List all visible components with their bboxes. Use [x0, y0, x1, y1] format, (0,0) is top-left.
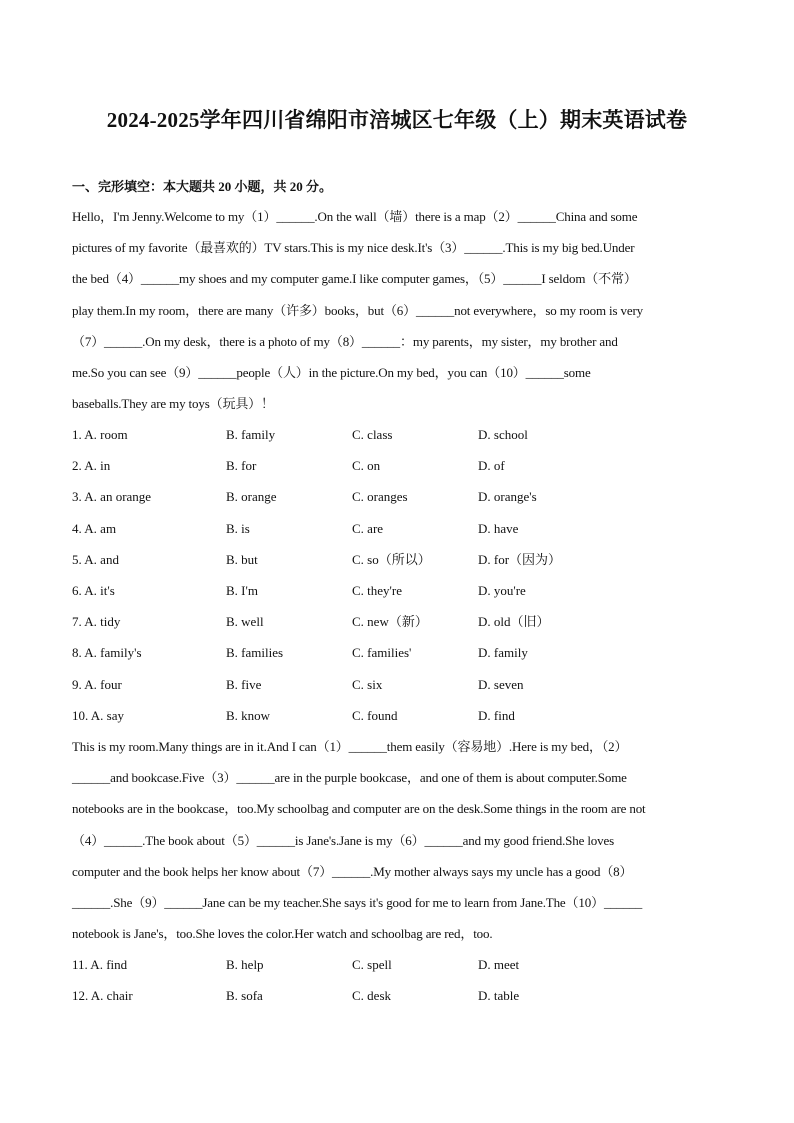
option-b: B. orange — [226, 489, 277, 505]
option-b: B. sofa — [226, 988, 263, 1004]
option-a: 9. A. four — [72, 676, 122, 692]
option-a: 11. A. find — [72, 957, 128, 972]
option-c: C. are — [352, 520, 384, 536]
passage-line: ______.She（9）______Jane can be my teacher.She says it's good for me to learn from Jane.The（10）______ — [72, 895, 643, 911]
option-a: 10. A. say — [72, 707, 124, 723]
passage-line: me.So you can see（9）______people（人）in the picture.On my bed，you can（10）______some — [72, 365, 591, 381]
option-d: D. you're — [478, 582, 526, 598]
option-d: D. of — [478, 458, 505, 474]
option-c: C. families' — [352, 645, 412, 661]
passage-line: Hello，I'm Jenny.Welcome to my（1）______.On the wall（墙）there is a map（2）______China and some — [72, 209, 638, 224]
option-a: 12. A. chair — [72, 988, 133, 1004]
option-b: B. family — [226, 427, 276, 442]
option-c: C. so（所以） — [352, 551, 431, 567]
option-d: D. have — [478, 520, 519, 536]
option-b: B. five — [226, 676, 262, 692]
option-d: D. seven — [478, 676, 524, 692]
exam-title: 2024-2025学年四川省绵阳市涪城区七年级（上）期末英语试卷 — [106, 108, 688, 132]
passage-line: pictures of my favorite（最喜欢的）TV stars.This is my nice desk.It's（3）______.This is my big bed.Under — [72, 240, 635, 256]
option-a: 8. A. family's — [72, 645, 142, 661]
option-b: B. help — [226, 957, 264, 972]
option-a: 5. A. and — [72, 551, 119, 567]
question-row — [72, 544, 722, 575]
option-d: D. table — [478, 988, 520, 1004]
question-row — [72, 949, 722, 980]
option-a: 4. A. am — [72, 520, 117, 536]
passage-2 — [72, 731, 722, 949]
question-row — [72, 575, 722, 606]
question-row — [72, 637, 722, 668]
option-b: B. for — [226, 458, 257, 474]
question-row — [72, 419, 722, 450]
option-c: C. desk — [352, 988, 391, 1004]
option-a: 3. A. an orange — [72, 489, 152, 505]
question-list-1 — [72, 419, 722, 731]
passage-line: This is my room.Many things are in it.And I can（1）______them easily（容易地）.Here is my bed，（2） — [72, 739, 628, 754]
passage-line: （7）______.On my desk，there is a photo of my（8）______：my parents，my sister，my brother and — [72, 333, 618, 349]
option-d: D. find — [478, 707, 515, 723]
question-row — [72, 980, 722, 1011]
question-row — [72, 700, 722, 731]
option-b: B. know — [226, 707, 271, 723]
option-d: D. family — [478, 645, 528, 661]
option-b: B. I'm — [226, 582, 258, 598]
option-c: C. spell — [352, 957, 392, 972]
passage-line: baseballs.They are my toys（玩具）！ — [72, 396, 274, 412]
passage-line: （4）______.The book about（5）______is Jane's.Jane is my（6）______and my good friend.She loves — [72, 832, 615, 848]
option-b: B. families — [226, 645, 284, 661]
question-list-2 — [72, 949, 722, 1011]
option-a: 2. A. in — [72, 458, 111, 474]
option-d: D. old（旧） — [478, 614, 550, 630]
option-b: B. well — [226, 614, 264, 630]
question-row — [72, 669, 722, 700]
option-d: D. orange's — [478, 489, 537, 505]
question-row — [72, 481, 722, 512]
option-c: C. found — [352, 707, 398, 723]
option-b: B. is — [226, 520, 250, 536]
option-d: D. meet — [478, 957, 520, 972]
passage-line: play them.In my room，there are many（许多）books，but（6）______not everywhere，so my room is very — [72, 302, 644, 318]
question-row — [72, 450, 722, 481]
option-c: C. oranges — [352, 489, 408, 505]
section-heading-cloze: 一、完形填空：本大题共 20 小题，共 20 分。 — [72, 179, 333, 194]
question-row — [72, 513, 722, 544]
option-c: C. on — [352, 458, 381, 474]
option-c: C. class — [352, 427, 393, 442]
option-c: C. new（新） — [352, 614, 428, 630]
option-c: C. they're — [352, 582, 402, 598]
option-d: D. school — [478, 427, 528, 442]
option-c: C. six — [352, 676, 383, 692]
option-b: B. but — [226, 551, 258, 567]
option-a: 6. A. it's — [72, 582, 115, 598]
option-a: 1. A. room — [72, 427, 128, 442]
passage-line: computer and the book helps her know about（7）______.My mother always says my uncle has a good（8） — [72, 863, 633, 879]
passage-line: the bed（4）______my shoes and my computer game.I like computer games，（5）______I seldom（不常） — [72, 271, 637, 287]
passage-line: notebooks are in the bookcase，too.My schoolbag and computer are on the desk.Some things in the room are not — [72, 801, 646, 817]
option-a: 7. A. tidy — [72, 614, 121, 630]
passage-line: ______and bookcase.Five（3）______are in the purple bookcase，and one of them is about computer.Some — [72, 770, 627, 786]
option-d: D. for（因为） — [478, 551, 562, 567]
question-row — [72, 606, 722, 637]
passage-1 — [72, 201, 722, 419]
passage-line: notebook is Jane's，too.She loves the color.Her watch and schoolbag are red，too. — [72, 926, 493, 942]
